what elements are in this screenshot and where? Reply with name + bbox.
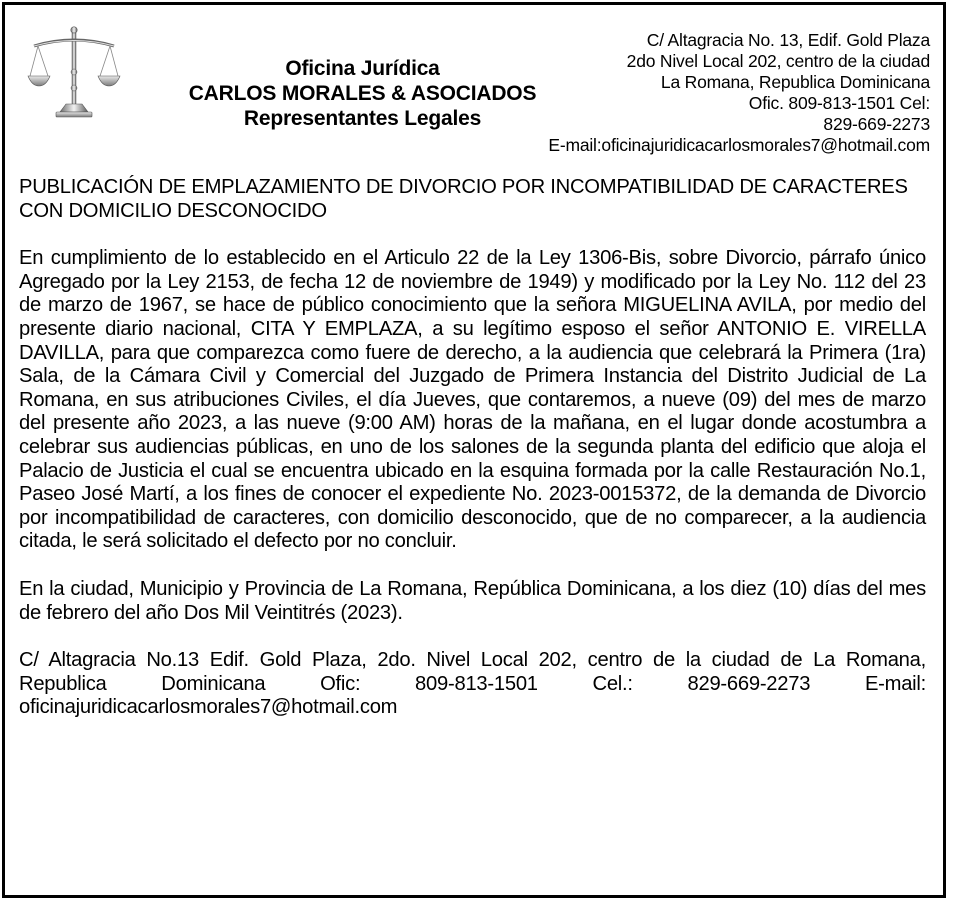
contact-phone-line: 829-669-2273 [823,114,930,134]
contact-phone-line: Ofic. 809-813-1501 Cel: [748,93,930,113]
notice-date-paragraph: En la ciudad, Municipio y Provincia de La Romana, República Dominicana, a los diez (10) días del mes de febrero del año Dos Mil Veintitrés (2023). [19,577,926,624]
contact-block [530,30,930,156]
firm-subtitle: Representantes Legales [243,107,482,130]
contact-address-line: C/ Altagracia No. 13, Edif. Gold Plaza [646,30,930,50]
contact-address-line: La Romana, Republica Dominicana [660,72,930,92]
office-name: Oficina Jurídica [285,57,440,80]
contact-address-line: 2do Nivel Local 202, centro de la ciudad [626,51,930,71]
notice-body [19,176,926,720]
office-header [140,56,585,131]
notice-footer-address: C/ Altagracia No.13 Edif. Gold Plaza, 2do. Nivel Local 202, centro de la ciudad de La Romana, Republica Dominicana Ofic: 809-813-1501 Cel.: 829-669-2273 E-mail: oficinajuridicacarlosmorales7@hotmail.com [19,649,926,719]
notice-title: PUBLICACIÓN DE EMPLAZAMIENTO DE DIVORCIO POR INCOMPATIBILIDAD DE CARACTERES CON DOMICILIO DESCONOCIDO [19,176,908,222]
notice-paragraph: En cumplimiento de lo establecido en el Articulo 22 de la Ley 1306-Bis, sobre Divorcio, párrafo único Agregado por la Ley 2153, de fecha 12 de noviembre de 1949) y modificado por la Ley No. 112 del 23 de marzo de 1967, se hace de público conocimiento que la señora MIGUELINA AVILA, por medio del presente diario nacional, CITA Y EMPLAZA, a su legítimo esposo el señor ANTONIO E. VIRELLA DAVILLA, para que comparezca como fuere de derecho, a la audiencia que celebrará la Primera (1ra) Sala, de la Cámara Civil y Comercial del Juzgado de Primera Instancia del Distrito Judicial de La Romana, en sus atribuciones Civiles, el día Jueves, que contaremos, a nueve (09) del mes de marzo del presente año 2023, a las nueve (9:00 AM) horas de la mañana, en el lugar donde acostumbra a celebrar sus audiencias públicas, en uno de los salones de la segunda planta del edificio que aloja el Palacio de Justicia el cual se encuentra ubicado en la esquina formada por la calle Restauración No.1, Paseo José Martí, a los fines de conocer el expediente No. 2023-0015372, de la demanda de Divorcio por incompatibilidad de caracteres, con domicilio desconocido, que de no comparecer, a la audiencia citada, le será solicitado el defecto por no concluir. [19,247,926,553]
contact-email-line: E-mail:oficinajuridicacarlosmorales7@hotmail.com [548,135,930,155]
firm-name: CARLOS MORALES & ASOCIADOS [188,82,537,105]
scales-of-justice-icon [26,24,122,120]
